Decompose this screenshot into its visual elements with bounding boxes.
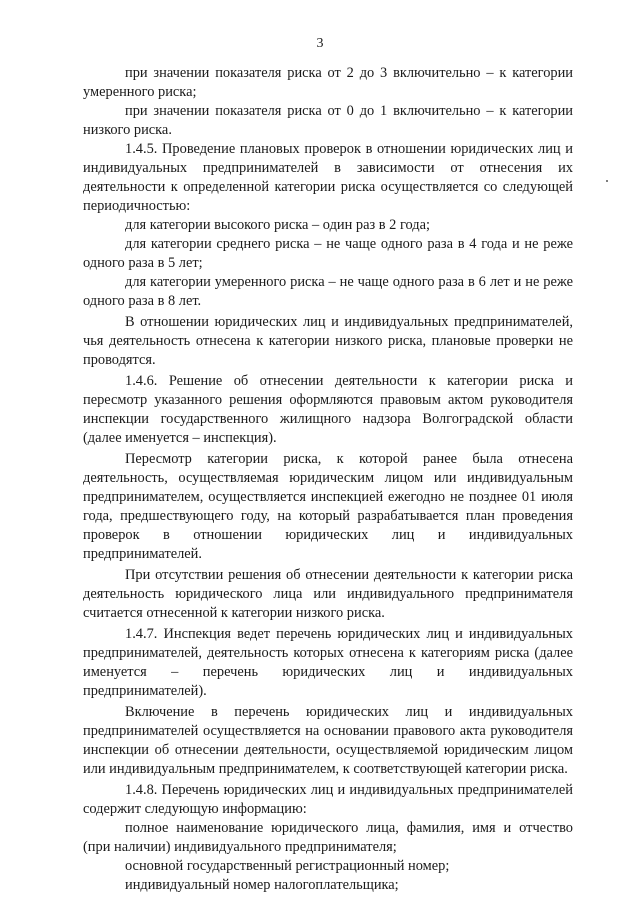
paragraph: 1.4.7. Инспекция ведет перечень юридических лиц и индивидуальных предпринимателей, деятельность которых отнесена к категориям риска (далее именуется – перечень юридических лиц и индивидуальных предпринимателей). <box>83 626 573 699</box>
paragraph: 1.4.6. Решение об отнесении деятельности к категории риска и пересмотр указанного решения оформляются правовым актом руководителя инспекции государственного жилищного надзора Волгоградской области (далее именуется – инспекция). <box>83 373 573 446</box>
paragraph: для категории среднего риска – не чаще одного раза в 4 года и не реже одного раза в 5 лет; <box>83 236 573 271</box>
paragraph: для категории умеренного риска – не чаще одного раза в 6 лет и не реже одного раза в 8 лет. <box>83 274 573 309</box>
scan-speck <box>606 180 608 182</box>
paragraph: 1.4.8. Перечень юридических лиц и индивидуальных предпринимателей содержит следующую информацию: <box>83 782 573 817</box>
paragraph: при значении показателя риска от 0 до 1 включительно – к категории низкого риска. <box>83 103 573 138</box>
paragraph: при значении показателя риска от 2 до 3 включительно – к категории умеренного риска; <box>83 65 573 100</box>
paragraph: для категории высокого риска – один раз в 2 года; <box>125 217 430 233</box>
page-number: 3 <box>316 36 324 51</box>
paragraph: индивидуальный номер налогоплательщика; <box>125 877 399 893</box>
paragraph: 1.4.5. Проведение плановых проверок в отношении юридических лиц и индивидуальных предпринимателей в зависимости от отнесения их деятельности к определенной категории риска осуществляется со следующей периодичностью: <box>83 141 573 214</box>
paragraph: Пересмотр категории риска, к которой ранее была отнесена деятельность, осуществляемая юридическим лицом или индивидуальным предпринимателем, осуществляется инспекцией ежегодно не позднее 01 июля года, предшествующего году, на который разрабатывается план проведения проверок в отношении юридических лиц и индивидуальных предпринимателей. <box>83 451 573 562</box>
paragraph: основной государственный регистрационный номер; <box>125 858 450 874</box>
document-body <box>83 64 573 895</box>
paragraph: Включение в перечень юридических лиц и индивидуальных предпринимателей осуществляется на основании правового акта руководителя инспекции об отнесении деятельности, осуществляемой юридическим лицом или индивидуальным предпринимателем, к соответствующей категории риска. <box>83 704 573 777</box>
paragraph: В отношении юридических лиц и индивидуальных предпринимателей, чья деятельность отнесена к категории низкого риска, плановые проверки не проводятся. <box>83 314 573 368</box>
paragraph: полное наименование юридического лица, фамилия, имя и отчество (при наличии) индивидуального предпринимателя; <box>83 820 573 855</box>
paragraph: При отсутствии решения об отнесении деятельности к категории риска деятельность юридического лица или индивидуального предпринимателя считается отнесенной к категории низкого риска. <box>83 567 573 621</box>
